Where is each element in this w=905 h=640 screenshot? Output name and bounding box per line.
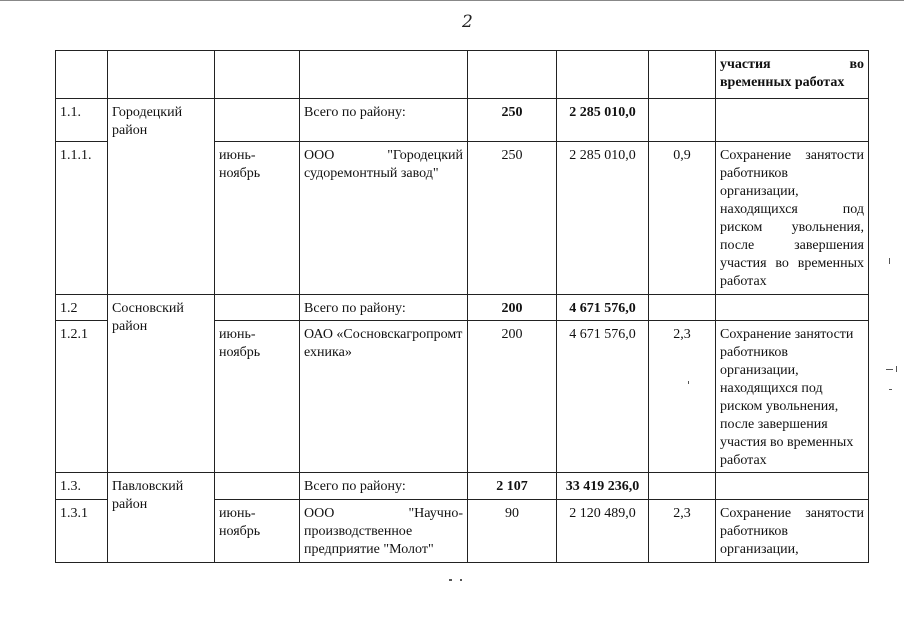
total-sum: 4 671 576,0: [557, 295, 649, 321]
scan-speck: [896, 366, 897, 372]
coef-cell: [649, 473, 716, 500]
header-cell-num: [56, 51, 108, 99]
expected-result: Сохранение занятости работников организации, находящихся под риском увольнения, после завершения участия во временных работах: [716, 142, 869, 295]
district-name: Сосновский район: [108, 295, 215, 473]
header-cell-sum: [557, 51, 649, 99]
row-number: 1.1.: [56, 99, 108, 142]
period-cell: июнь-ноябрь: [215, 142, 300, 295]
total-sum: 33 419 236,0: [557, 473, 649, 500]
total-label: Всего по району:: [300, 295, 468, 321]
header-result-line1: участия во: [720, 57, 864, 72]
coef-cell: [649, 295, 716, 321]
header-cell-period: [215, 51, 300, 99]
employee-count: 90: [468, 500, 557, 563]
district-name: Павловский район: [108, 473, 215, 563]
result-cell: [716, 473, 869, 500]
coef-cell: [649, 99, 716, 142]
period-cell: июнь-ноябрь: [215, 321, 300, 473]
header-result-line2: временных работах: [720, 75, 845, 90]
period-cell: [215, 99, 300, 142]
funding-sum: 2 285 010,0: [557, 142, 649, 295]
organization-name: ООО "Городецкий судоремонтный завод": [300, 142, 468, 295]
period-cell: июнь-ноябрь: [215, 500, 300, 563]
employee-count: 200: [468, 321, 557, 473]
header-cell-coef: [649, 51, 716, 99]
result-cell: [716, 99, 869, 142]
coefficient: 2,3: [649, 321, 716, 473]
result-cell: [716, 295, 869, 321]
row-number: 1.2: [56, 295, 108, 321]
funding-sum: 2 120 489,0: [557, 500, 649, 563]
total-label: Всего по району:: [300, 99, 468, 142]
employee-count: 250: [468, 142, 557, 295]
period-cell: [215, 473, 300, 500]
district-total-row: [56, 473, 869, 500]
scan-speck: [688, 381, 689, 384]
total-count: 250: [468, 99, 557, 142]
district-total-row: [56, 295, 869, 321]
coefficient: 2,3: [649, 500, 716, 563]
funding-sum: 4 671 576,0: [557, 321, 649, 473]
total-sum: 2 285 010,0: [557, 99, 649, 142]
expected-result: Сохранение занятости работников организации,: [716, 500, 869, 563]
scan-speck: [449, 579, 452, 581]
total-label: Всего по району:: [300, 473, 468, 500]
scan-speck: [460, 579, 462, 581]
coefficient: 0,9: [649, 142, 716, 295]
scan-top-edge: [0, 0, 904, 1]
row-number: 1.3.1: [56, 500, 108, 563]
header-row: [56, 51, 869, 99]
district-name: Городецкий район: [108, 99, 215, 295]
expected-result: Сохранение занятости работников организации, находящихся под риском увольнения, после завершения участия во временных работах: [716, 321, 869, 473]
header-cell-result: [716, 51, 869, 99]
row-number: 1.3.: [56, 473, 108, 500]
header-cell-district: [108, 51, 215, 99]
total-count: 200: [468, 295, 557, 321]
scan-speck: [886, 369, 893, 370]
total-count: 2 107: [468, 473, 557, 500]
header-cell-org: [300, 51, 468, 99]
district-total-row: [56, 99, 869, 142]
header-cell-count: [468, 51, 557, 99]
organization-name: ООО "Научно-производственное предприятие "Молот": [300, 500, 468, 563]
row-number: 1.1.1.: [56, 142, 108, 295]
period-cell: [215, 295, 300, 321]
employment-table: [55, 50, 869, 563]
scan-speck: [889, 258, 890, 264]
page-number: 2: [462, 12, 473, 32]
scan-speck: [889, 389, 892, 390]
organization-name: ОАО «Сосновскагропромтехника»: [300, 321, 468, 473]
row-number: 1.2.1: [56, 321, 108, 473]
